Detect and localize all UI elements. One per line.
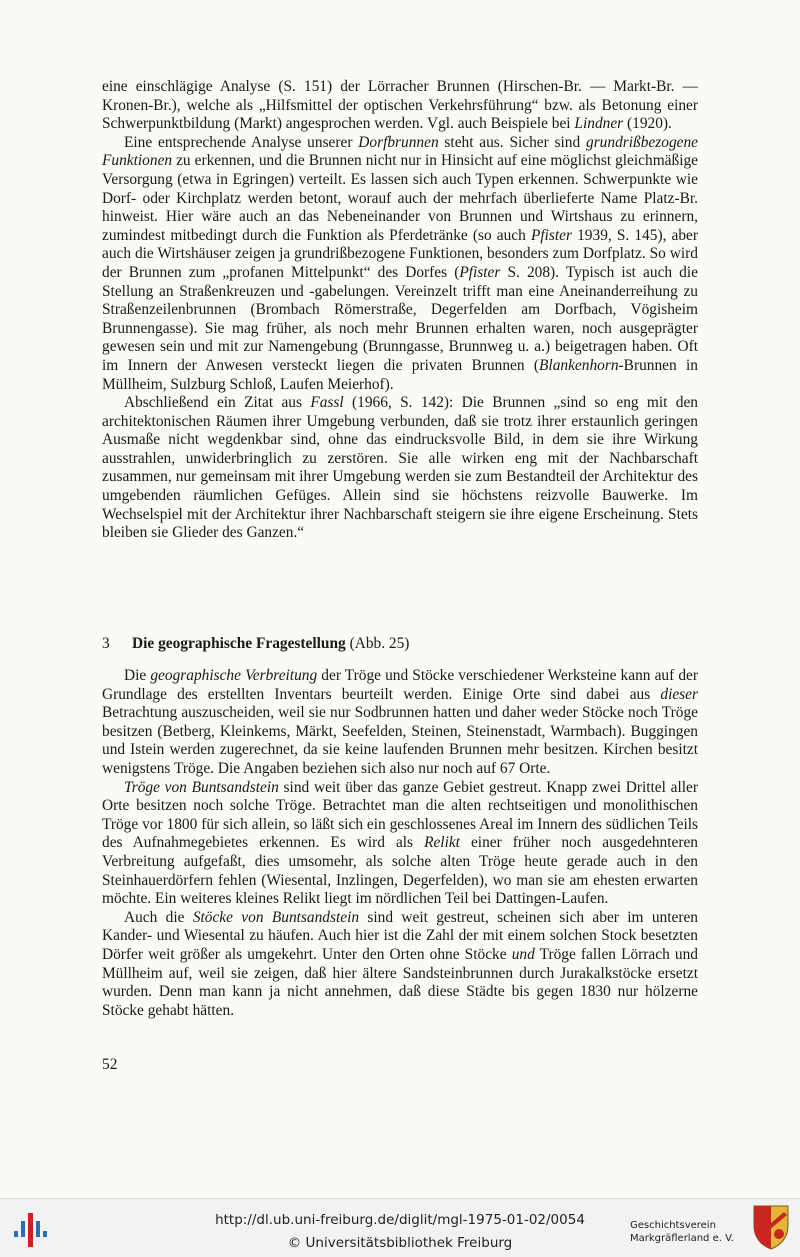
text-run: sind weit gestreut, scheinen sich aber im unteren Kander- und Wiesental zu häufen. Auch hier ist die Zahl der mit einem solchen Stock besetzten Dörfer weit größer als umgekehrt. Unter den Orten ohne Stöcke	[102, 908, 698, 963]
text-run: sind weit über das ganze Gebiet gestreut. Knapp zwei Drittel aller Orte besitzen noch solche Tröge. Betrachtet man die alten rechtseitigen und monolithischen Tröge vor 1800 für sich allein, so läßt sich ein geschlossenes Areal im Innern des südlichen Teils des Aufnahmegebietes erkennen. Es wird als	[102, 778, 698, 852]
text-block-upper	[102, 78, 698, 543]
paragraph	[102, 134, 698, 394]
society-name	[630, 1219, 748, 1245]
italic-run: und	[511, 945, 535, 963]
italic-run: Fassl	[310, 394, 344, 412]
italic-run: Lindner	[574, 115, 624, 133]
page-number: 52	[102, 1056, 118, 1073]
section-figure-ref: (Abb. 25)	[345, 635, 410, 652]
paragraph	[102, 779, 698, 909]
text-run: Betrachtung auszuscheiden, weil sie nur Sodbrunnen hatten und daher weder Stöcke noch Tröge besitzen (Betberg, Kleinkems, Märkt, Seefelden, Steinen, Steinenstadt, Warmbach). Buggingen und Istein werden zugerechnet, da sie keine laufenden Brunnen mehr besitzen. Kirchen besitzt wenigstens Tröge. Die Angaben beziehen sich also nur noch auf 67 Orte.	[102, 704, 698, 777]
italic-run: Dorfbrunnen	[358, 133, 439, 151]
paragraph	[102, 667, 698, 779]
text-run: zu erkennen, und die Brunnen nicht nur in Hinsicht auf eine möglichst gleichmäßige Versorgung (etwa in Egringen) verteilt. Es lassen sich auch Typen erkennen. Schwerpunkte wie Dorf- oder Kirchplatz werden betont, worauf auch der mehrfach überlieferte Name Platz-Br. hinweist. Hier wäre auch an das Nebeneinander von Brunnen und Wirtshaus zu erinnern, zumindest mitbedingt durch die Funktion als Pferdetränke (so auch	[102, 152, 698, 244]
paragraph	[102, 394, 698, 543]
text-run: eine einschlägige Analyse (S. 151) der Lörracher Brunnen (Hirschen-Br. — Markt-Br. — Kronen-Br.), welche als „Hilfsmittel der optischen Verkehrsführung“ bzw. als Betonung einer Schwerpunktbildung (Markt) angesprochen werden. Vgl. auch Beispiele bei	[102, 78, 698, 133]
text-run: 1939, S. 145), aber auch die Wirtshäuser zeigen ja grundrißbezogene Funktionen, besonders zum Dorfplatz. So wird der Brunnen zum „profanen Mittelpunkt“ des Dorfes (	[102, 226, 699, 281]
text-run: Eine entsprechende Analyse unserer	[124, 133, 359, 151]
text-run: steht aus. Sicher sind	[438, 133, 586, 151]
italic-run: grundrißbezogene Funktionen	[102, 133, 698, 170]
paragraph	[102, 909, 698, 1021]
coat-of-arms-icon[interactable]	[752, 1204, 790, 1250]
text-run: -Brunnen in Müllheim, Sulzburg Schloß, Laufen Meierhof).	[102, 356, 698, 393]
italic-run: geographische Verbreitung	[150, 667, 318, 684]
text-run: Auch die	[124, 908, 193, 926]
paragraph	[102, 78, 698, 134]
text-run: der Tröge und Stöcke verschiedener Werksteine kann auf der Grundlage des erstellten Inventars beurteilt werden. Einige Orte sind dabei aus	[102, 667, 698, 703]
ub-freiburg-logo-icon[interactable]	[12, 1207, 56, 1249]
italic-run: Stöcke von Buntsandstein	[192, 908, 360, 926]
society-name-line2: Markgräflerland e. V.	[630, 1233, 734, 1244]
text-run: (1966, S. 142): Die Brunnen „sind so eng mit den architektonischen Räumen ihrer Umgebung verbunden, daß sie trotz ihrer erstaunlich geringen Ausmaße nicht wegdenkbar sind, ohne das eindrucksvolle Bild, in dem sie ihre Wirkung ausstrahlen, unwiderbringlich zu zerstören. Sie alle wirken eng mit der Nachbarschaft zusammen, nur gemeinsam mit ihrer Umgebung werden sie zum Bestandteil der Architektur des umgebenden räumlichen Gefüges. Allein sind sie höchstens reizvolle Bauwerke. Im Wechselspiel mit der Architektur ihrer Nachbarschaft steigern sie ihre eigene Erscheinung. Stets bleiben sie Glieder des Ganzen.“	[102, 394, 698, 542]
text-run: (1920).	[623, 115, 672, 133]
text-block-lower	[102, 667, 698, 1020]
italic-run: dieser	[660, 685, 698, 703]
italic-run: Relikt	[424, 834, 460, 852]
viewer-footer	[0, 1198, 800, 1257]
italic-run: Tröge von Buntsandstein	[124, 778, 279, 796]
text-run: Tröge fallen Lörrach und Müllheim auf, weil sie zeigen, daß hier ältere Sandsteinbrunnen durch Jurakalkstöcke ersetzt wurden. Denn man kann ja nicht annehmen, daß diese Städte bis gegen 1830 nur hölzerne Stöcke gehabt hätten.	[102, 945, 698, 1019]
section-heading	[102, 635, 698, 654]
text-run: einer früher noch ausgedehnteren Verbreitung aufgefaßt, dies umsomehr, als solche alten Tröge heute gerade auch in den Steinhauerdörfern fehlen (Wiesental, Inzlingen, Degerfelden), wo man sie am ehesten erwarten möchte. Ein weiteres kleines Relikt liegt im nördlichen Teil bei Dattingen-Laufen.	[102, 834, 698, 908]
text-run: Die	[124, 667, 151, 684]
section-number: 3	[102, 635, 110, 652]
footer-copyright: © Universitätsbibliothek Freiburg	[287, 1235, 513, 1251]
italic-run: Pfister	[459, 263, 501, 281]
text-run: Abschließend ein Zitat aus	[124, 394, 311, 412]
section-title: Die geographische Fragestellung	[132, 635, 346, 652]
society-name-line1: Geschichtsverein	[630, 1220, 716, 1231]
italic-run: Pfister	[530, 226, 572, 244]
italic-run: Blankenhorn	[539, 356, 619, 374]
text-run: S. 208). Typisch ist auch die Stellung an Straßenkreuzen und -gabelungen. Vereinzelt trifft man eine Aneinanderreihung zu Straßenzeilenbrunnen (Brombach Römerstraße, Degerfelden am Dorfbach, Vögisheim Brunnengasse). Sie mag früher, als noch mehr Brunnen erhalten waren, noch ausgeprägter gewesen sein und mit zur Namengebung (Brunngasse, Brunnweg u. a.) beigetragen haben. Oft im Innern der Anwesen versteckt liegen die privaten Brunnen (	[102, 263, 698, 374]
footer-url-link[interactable]: http://dl.ub.uni-freiburg.de/diglit/mgl-1975-01-02/0054	[215, 1212, 585, 1228]
